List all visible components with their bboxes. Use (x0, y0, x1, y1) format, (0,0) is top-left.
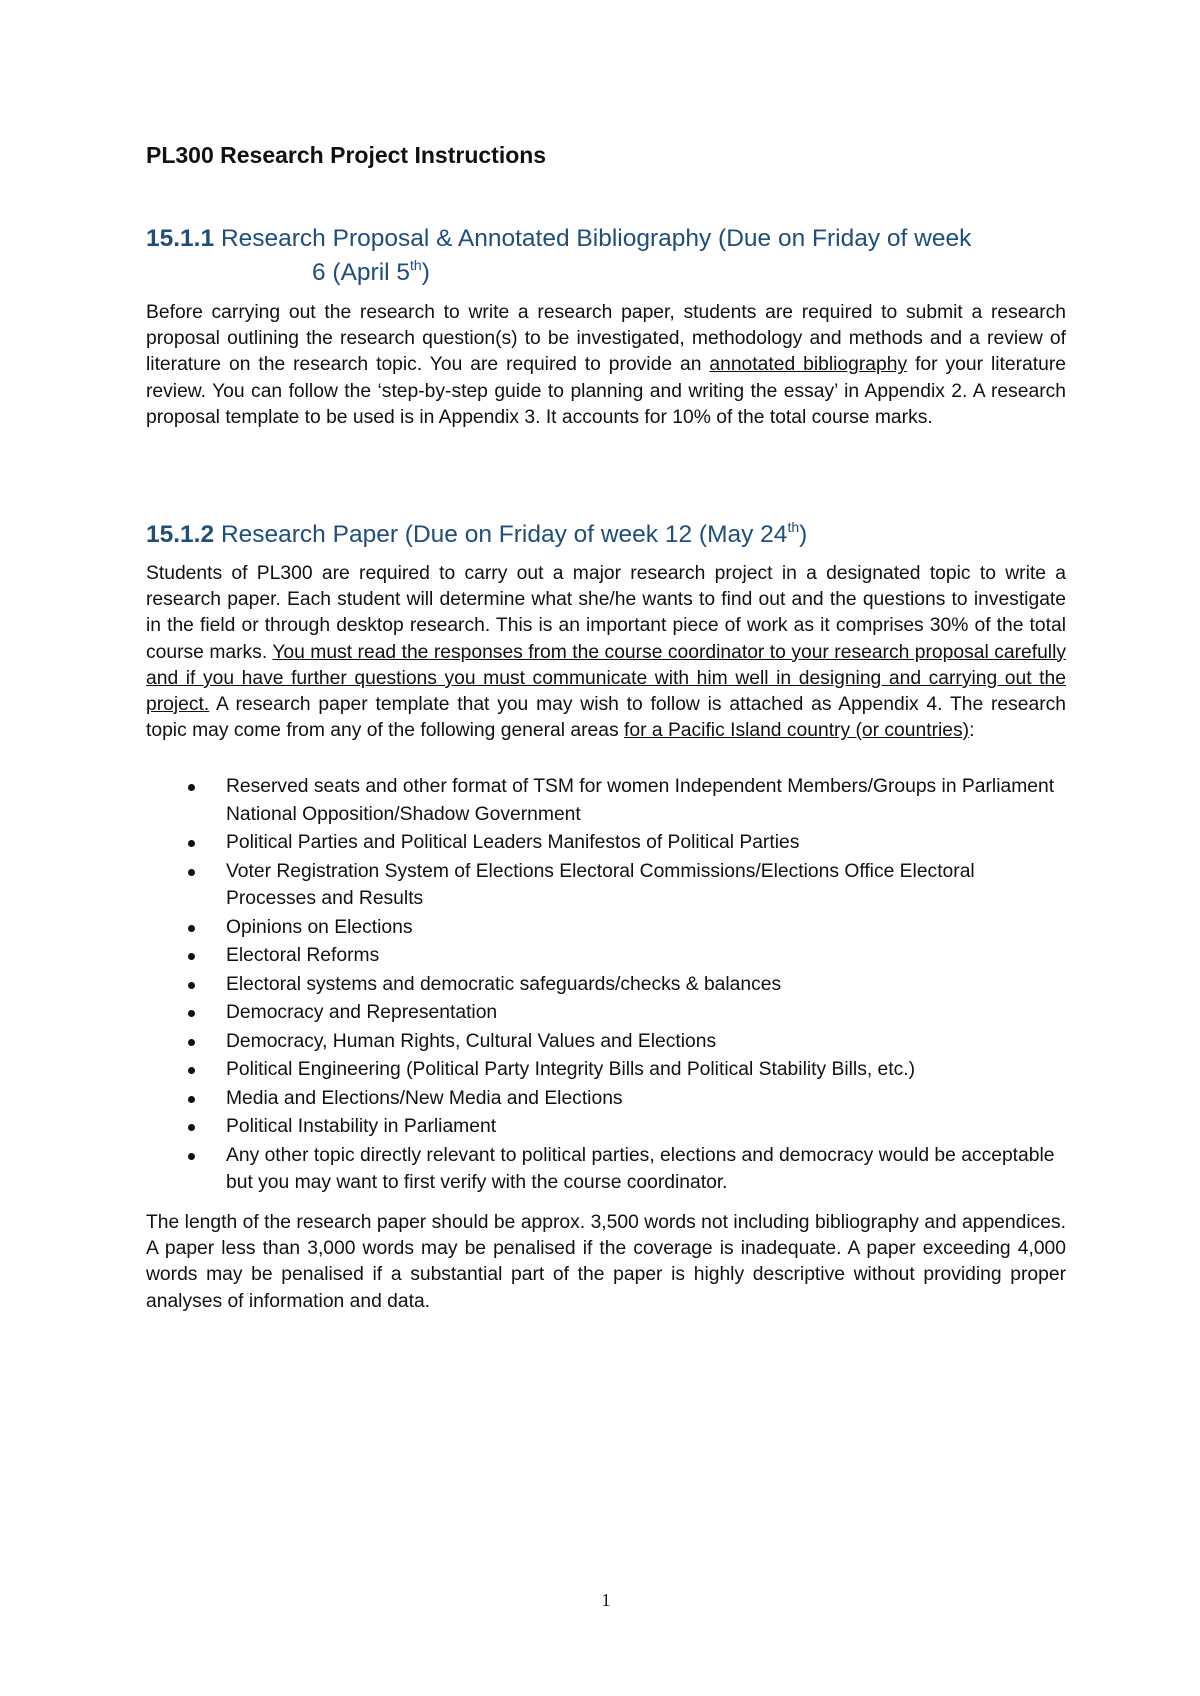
section-number: 15.1.1 (146, 225, 215, 252)
topic-list (146, 773, 1066, 1198)
list-item: Electoral Reforms (146, 942, 1066, 970)
list-item: Political Engineering (Political Party Integrity Bills and Political Stability Bills, etc.) (146, 1056, 1066, 1084)
page-number: 1 (601, 1590, 611, 1610)
paper-text-middle: A research paper template that you may wish to follow is attached as Appendix 4. The research topic may come from any of the following general areas (146, 694, 1066, 742)
heading-close-paren: ) (421, 259, 430, 286)
heading-date-suffix: th (787, 519, 800, 535)
document-title: PL300 Research Project Instructions (146, 142, 547, 168)
proposal-text-end: It accounts for 10% of the total course marks. (545, 406, 933, 428)
section-number: 15.1.2 (146, 521, 215, 548)
section-heading-continuation (146, 256, 1066, 290)
section-heading-proposal (146, 222, 1066, 290)
proposal-text-start: Before carrying out the research to write a research paper, students are required to submit a research proposal outlining the research question(s) to be investigated, methodology and methods and a review of literature on the research topic. You are required to provide an (146, 302, 1066, 376)
proposal-text-middle: for your literature review. You can follow the ‘step-by-step guide to planning and writing the essay’ in Appendix 2. A research proposal template to be used is in Appendix 3. (146, 354, 1066, 428)
list-item: Media and Elections/New Media and Elections (146, 1085, 1066, 1113)
section-heading-text: Research Paper (Due on Friday of week 12 (May 24 (220, 521, 788, 548)
list-item: Opinions on Elections (146, 914, 1066, 942)
list-item: Democracy, Human Rights, Cultural Values and Elections (146, 1028, 1066, 1056)
pacific-island-note: for a Pacific Island country (or countries) (624, 720, 970, 742)
list-item: Any other topic directly relevant to political parties, elections and democracy would be acceptable but you may want to first verify with the course coordinator. (146, 1142, 1066, 1197)
coordinator-notice: You must read the responses from the course coordinator to your research proposal carefully and if you have further questions you must communicate with him well in designing and carrying out the project. (146, 641, 1067, 716)
document-page (146, 0, 1066, 1696)
heading-date: 6 (April 5 (312, 259, 411, 286)
section-heading-paper (146, 518, 1066, 552)
list-item: Electoral systems and democratic safeguards/checks & balances (146, 971, 1066, 999)
list-item: Political Instability in Parliament (146, 1113, 1066, 1141)
annotated-bibliography-link: annotated bibliography (709, 354, 908, 376)
section-heading-text: Research Proposal & Annotated Bibliography (Due on Friday of week (220, 225, 972, 252)
length-paragraph (146, 1210, 1066, 1315)
paper-text-colon: : (969, 720, 975, 742)
heading-close-paren: ) (799, 521, 808, 548)
list-item: Political Parties and Political Leaders Manifestos of Political Parties (146, 829, 1066, 857)
length-text-main: The length of the research paper should be approx. 3,500 words not including bibliography and appendices. A paper less than 3,000 words may be penalised if the coverage is inadequate. A paper exceeding 4,000 words may be penalised if a substantial part of the paper is highly (146, 1212, 1066, 1286)
paper-text-start: Students of PL300 are required to carry out a major research project in a designated topic to write a research paper. Each student will determine what she/he wants to find out and the questions to investigate in the field or through desktop research. This is an important piece of work as it comprises 30% of the total course marks. (146, 563, 1066, 663)
heading-date-suffix: th (410, 257, 422, 273)
list-item: Democracy and Representation (146, 999, 1066, 1027)
list-item: Voter Registration System of Elections Electoral Commissions/Elections Office Electoral Processes and Results (146, 858, 1066, 913)
research-paper-paragraph (146, 561, 1066, 744)
length-text-end: descriptive without providing proper analyses of information and data. (146, 1264, 1067, 1312)
proposal-paragraph (146, 300, 1066, 431)
list-item: Reserved seats and other format of TSM for women Independent Members/Groups in Parliament National Opposition/Shadow Government (146, 773, 1066, 828)
